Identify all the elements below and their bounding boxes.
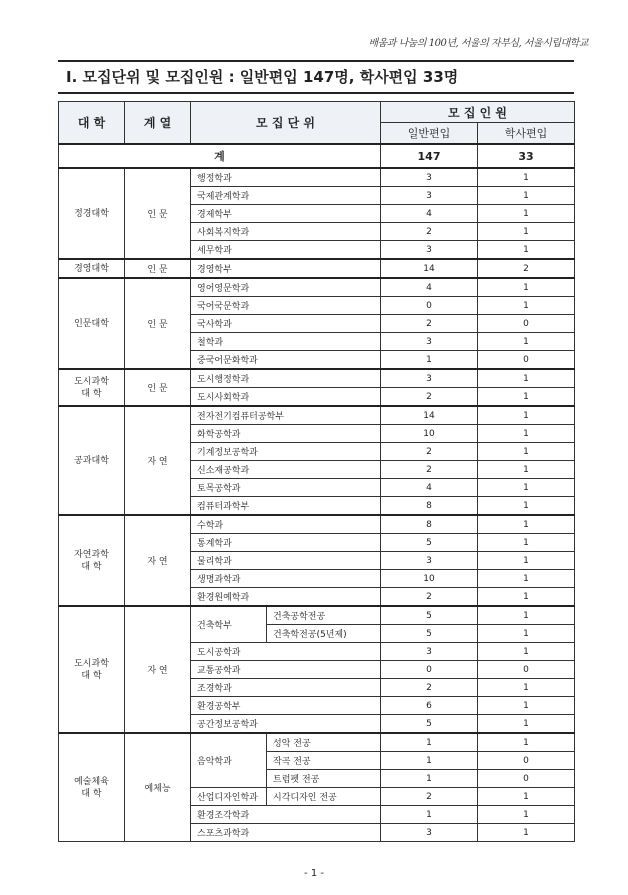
bachelor-count: 1 [478,733,575,752]
unit-cell: 행정학과 [191,168,381,187]
unit-cell: 통계학과 [191,534,381,552]
table-row [59,278,575,297]
bachelor-count: 0 [478,752,575,770]
unit-cell: 환경공학부 [191,697,381,715]
college-name-line: 공과대학 [74,455,109,466]
section-title-box [58,60,574,94]
unit-cell: 영어영문학과 [191,278,381,297]
general-count: 4 [381,479,478,497]
field-cell: 인 문 [125,259,191,278]
general-count: 3 [381,333,478,351]
unit-cell: 국어국문학과 [191,297,381,315]
bachelor-count: 1 [478,278,575,297]
bachelor-count: 1 [478,515,575,534]
general-count: 10 [381,425,478,443]
bachelor-count: 2 [478,259,575,278]
general-count: 1 [381,351,478,370]
college-name-line: 도시과학 [74,658,109,669]
bachelor-count: 0 [478,315,575,333]
bachelor-count: 1 [478,606,575,625]
general-count: 2 [381,679,478,697]
bachelor-count: 1 [478,205,575,223]
general-count: 0 [381,661,478,679]
table-row [59,168,575,187]
general-count: 1 [381,733,478,752]
major-cell: 건축학전공(5년제) [267,625,381,643]
college-name-line: 대 학 [81,561,102,572]
general-count: 10 [381,570,478,588]
unit-cell: 국사학과 [191,315,381,333]
unit-cell: 경제학부 [191,205,381,223]
college-name-line: 인문대학 [74,318,109,329]
college-cell [59,278,125,369]
bachelor-count: 1 [478,425,575,443]
college-name-line: 정경대학 [74,208,109,219]
general-count: 3 [381,552,478,570]
unit-cell: 산업디자인학과 [191,788,267,806]
unit-cell: 수학과 [191,515,381,534]
bachelor-count: 1 [478,588,575,607]
bachelor-count: 1 [478,443,575,461]
bachelor-count: 1 [478,406,575,425]
field-cell: 인 문 [125,278,191,369]
unit-cell: 신소재공학과 [191,461,381,479]
general-count: 2 [381,461,478,479]
general-count: 2 [381,788,478,806]
general-count: 5 [381,606,478,625]
general-count: 1 [381,770,478,788]
general-count: 3 [381,369,478,388]
bachelor-count: 1 [478,241,575,260]
unit-cell: 도시행정학과 [191,369,381,388]
college-name-line: 대 학 [81,788,102,799]
general-count: 1 [381,752,478,770]
major-cell: 트럼펫 전공 [267,770,381,788]
general-count: 4 [381,205,478,223]
unit-cell: 세무학과 [191,241,381,260]
general-count: 2 [381,588,478,607]
unit-cell: 화학공학과 [191,425,381,443]
bachelor-count: 0 [478,770,575,788]
major-cell: 건축공학전공 [267,606,381,625]
general-count: 3 [381,241,478,260]
unit-cell: 물리학과 [191,552,381,570]
unit-cell: 사회복지학과 [191,223,381,241]
unit-cell: 환경조각학과 [191,806,381,824]
bachelor-count: 1 [478,388,575,407]
unit-cell: 국제관계학과 [191,187,381,205]
general-count: 2 [381,223,478,241]
college-name-line: 예술체육 [74,776,109,787]
table-row [59,733,575,752]
college-cell [59,406,125,515]
page-number: - 1 - [304,868,324,879]
general-count: 3 [381,168,478,187]
header-college: 대 학 [59,102,125,145]
unit-cell: 도시사회학과 [191,388,381,407]
college-cell [59,515,125,606]
college-cell [59,369,125,406]
section-title: Ⅰ. 모집단위 및 모집인원 : 일반편입 147명, 학사편입 33명 [66,68,459,86]
header-general: 일반편입 [381,123,478,145]
general-count: 3 [381,187,478,205]
bachelor-count: 1 [478,223,575,241]
bachelor-count: 1 [478,806,575,824]
unit-cell: 중국어문화학과 [191,351,381,370]
general-count: 5 [381,625,478,643]
unit-cell: 컴퓨터과학부 [191,497,381,516]
table-row [59,369,575,388]
bachelor-count: 1 [478,625,575,643]
field-cell: 인 문 [125,369,191,406]
general-count: 14 [381,406,478,425]
major-cell: 작곡 전공 [267,752,381,770]
bachelor-count: 1 [478,715,575,734]
table-row [59,515,575,534]
bachelor-count: 1 [478,643,575,661]
bachelor-count: 1 [478,297,575,315]
general-count: 2 [381,388,478,407]
field-cell: 인 문 [125,168,191,259]
unit-cell: 공간정보공학과 [191,715,381,734]
college-cell [59,606,125,733]
unit-cell: 토목공학과 [191,479,381,497]
bachelor-count: 1 [478,187,575,205]
general-count: 5 [381,715,478,734]
general-count: 3 [381,824,478,842]
header-row-1 [59,102,575,123]
bachelor-count: 1 [478,788,575,806]
university-slogan: 배움과 나눔의 100년, 서울의 자부심, 서울시립대학교 [368,38,588,49]
general-count: 1 [381,806,478,824]
bachelor-count: 1 [478,369,575,388]
college-name-line: 대 학 [81,670,102,681]
unit-cell: 기계정보공학과 [191,443,381,461]
college-cell [59,259,125,278]
total-general: 147 [381,144,478,168]
unit-cell: 스포츠과학과 [191,824,381,842]
general-count: 6 [381,697,478,715]
unit-cell: 전자전기컴퓨터공학부 [191,406,381,425]
bachelor-count: 0 [478,351,575,370]
bachelor-count: 1 [478,333,575,351]
header-field: 계 열 [125,102,191,145]
unit-cell: 철학과 [191,333,381,351]
unit-cell: 생명과학과 [191,570,381,588]
unit-cell: 환경원예학과 [191,588,381,607]
college-name-line: 자연과학 [74,549,109,560]
general-count: 3 [381,643,478,661]
college-name-line: 경영대학 [74,263,109,274]
college-name-line: 도시과학 [74,376,109,387]
field-cell: 예체능 [125,733,191,842]
general-count: 8 [381,515,478,534]
unit-cell: 건축학부 [191,606,267,643]
major-cell: 성악 전공 [267,733,381,752]
table-row [59,406,575,425]
field-cell: 자 연 [125,606,191,733]
bachelor-count: 1 [478,534,575,552]
general-count: 4 [381,278,478,297]
recruitment-table [58,101,575,842]
general-count: 8 [381,497,478,516]
unit-cell: 경영학부 [191,259,381,278]
unit-cell: 조경학과 [191,679,381,697]
general-count: 2 [381,443,478,461]
college-name-line: 대 학 [81,388,102,399]
college-cell [59,733,125,842]
table-row [59,259,575,278]
general-count: 5 [381,534,478,552]
bachelor-count: 1 [478,824,575,842]
general-count: 0 [381,297,478,315]
bachelor-count: 1 [478,168,575,187]
total-row [59,144,575,168]
bachelor-count: 1 [478,479,575,497]
table-row [59,606,575,625]
unit-cell: 도시공학과 [191,643,381,661]
bachelor-count: 1 [478,461,575,479]
bachelor-count: 1 [478,497,575,516]
total-label: 계 [59,144,381,168]
bachelor-count: 1 [478,570,575,588]
college-cell [59,168,125,259]
header-unit: 모 집 단 위 [191,102,381,145]
total-bachelor: 33 [478,144,575,168]
header-bachelor: 학사편입 [478,123,575,145]
bachelor-count: 1 [478,679,575,697]
major-cell: 시각디자인 전공 [267,788,381,806]
field-cell: 자 연 [125,406,191,515]
field-cell: 자 연 [125,515,191,606]
bachelor-count: 1 [478,552,575,570]
bachelor-count: 1 [478,697,575,715]
header-quota: 모 집 인 원 [381,102,575,123]
bachelor-count: 0 [478,661,575,679]
general-count: 2 [381,315,478,333]
unit-cell: 음악학과 [191,733,267,788]
unit-cell: 교통공학과 [191,661,381,679]
general-count: 14 [381,259,478,278]
